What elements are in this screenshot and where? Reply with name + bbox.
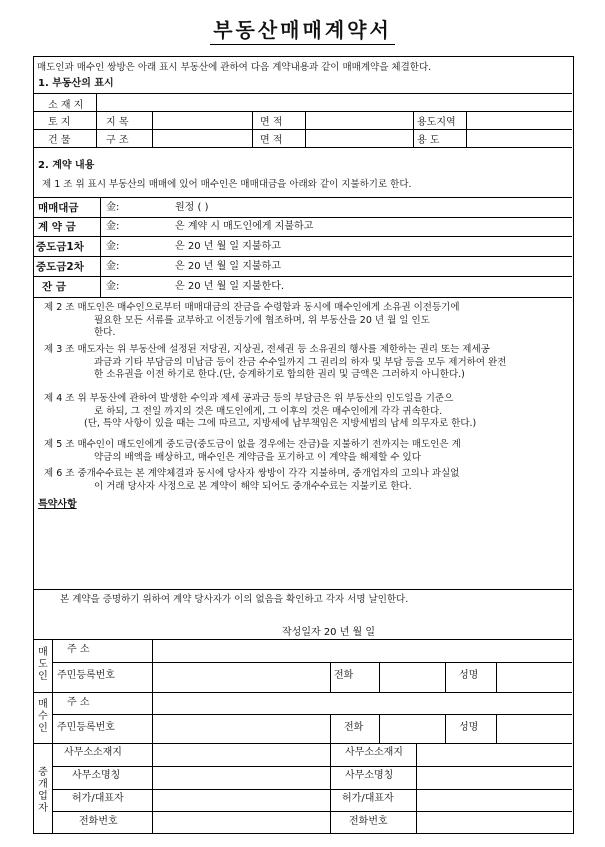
section2-heading: 2. 계약 내용	[38, 160, 95, 171]
title-underline	[210, 44, 395, 45]
contract-frame	[33, 56, 574, 834]
seller-phone-label: 전화	[334, 670, 354, 681]
divider	[330, 714, 331, 743]
divider	[52, 766, 572, 767]
article-6: 제 6 조 중개수수료는 본 계약체결과 동시에 당사자 쌍방이 각각 지불하며, 중개업자의 고의나 과실없 이 거래 당사자 사정으로 본 계약이 해약 되어도 중개수수료는 지불키로 한다.	[44, 468, 460, 492]
building-area-label: 면 적	[260, 135, 283, 146]
divider	[34, 147, 572, 148]
payment-label: 계 약 금	[38, 221, 76, 233]
building-label: 건 물	[48, 135, 71, 146]
divider	[34, 256, 572, 257]
buyer-phone-label: 전화	[344, 722, 364, 733]
divider	[52, 639, 53, 834]
date-line: 작성일자 20 년 월 일	[282, 627, 376, 638]
seller-id-label: 주민등록번호	[57, 670, 115, 681]
divider	[379, 662, 380, 692]
article-5: 제 5 조 매수인이 매도인에게 중도금(중도금이 없을 경우에는 잔금)을 지불하기 전까지는 매도인은 계 약금의 배액을 배상하고, 매수인은 계약금을 포기하고 이 계약을 해제할 수 있다	[44, 439, 461, 463]
divider	[34, 743, 572, 744]
payment-prefix: 金:	[106, 241, 120, 252]
payment-label: 중도금1차	[36, 241, 84, 253]
intro-text: 매도인과 매수인 쌍방은 아래 표시 부동산에 관하여 다음 계약내용과 같이 매매계약을 체결한다.	[37, 62, 432, 73]
divider	[34, 197, 572, 198]
divider	[445, 714, 446, 743]
agent-label: 중개업자	[38, 767, 48, 814]
divider	[52, 811, 572, 812]
land-type-label: 지 목	[106, 117, 129, 128]
payment-text: 은 계약 시 매도인에게 지불하고	[175, 221, 314, 232]
seller-address-label: 주 소	[67, 644, 90, 655]
payment-text: 원정 ( )	[175, 202, 209, 213]
payment-prefix: 金:	[106, 202, 120, 213]
article-4: 제 4 조 위 부동산에 관하여 발생한 수익과 제세 공과금 등의 부담금은 위 부동산의 인도일을 기준으 로 하되, 그 전일 까지의 것은 매도인에게, 그 이후의 것은 매수인에게 각각 귀속한다. (단, 특약 사항이 있을 때는 그에 따르고, 지방세에 납부책임은 지방세법의 납세 의무자로 한다.)	[44, 393, 477, 429]
section1-heading: 1. 부동산의 표시	[38, 78, 114, 89]
agent-office-name-label-2: 사무소명칭	[345, 770, 394, 781]
divider	[96, 93, 97, 147]
payment-prefix: 金:	[106, 261, 120, 272]
divider	[34, 589, 572, 590]
divider	[34, 639, 572, 640]
divider	[34, 297, 572, 298]
payment-text: 은 20 년 월 일 지불하고	[175, 261, 281, 272]
agent-phone-label-2: 전화번호	[349, 816, 388, 827]
divider	[34, 111, 572, 112]
divider	[34, 692, 572, 693]
signing-statement: 본 계약을 증명하기 위하여 계약 당사자가 이의 없음을 확인하고 각자 서명 날인한다.	[60, 594, 409, 605]
structure-label: 구 조	[106, 135, 129, 146]
agent-office-name-label: 사무소명칭	[72, 770, 121, 781]
document-title: 부동산매매계약서	[213, 18, 392, 42]
divider	[330, 662, 331, 692]
land-area-label: 면 적	[260, 117, 283, 128]
divider	[52, 789, 572, 790]
land-label: 토 지	[48, 117, 71, 128]
article-1: 제 1 조 위 표시 부동산의 매매에 있어 매수인은 매매대금을 아래와 같이 지불하기로 한다.	[42, 179, 412, 190]
divider	[100, 197, 101, 297]
agent-office-address-label: 사무소소재지	[64, 747, 122, 758]
divider	[379, 714, 380, 743]
use-label: 용 도	[417, 135, 440, 146]
payment-prefix: 金:	[106, 281, 120, 292]
agent-phone-label: 전화번호	[79, 816, 118, 827]
divider	[34, 276, 572, 277]
seller-label: 매도인	[38, 647, 48, 682]
divider	[52, 714, 572, 715]
agent-license-label: 허가/대표자	[72, 793, 124, 804]
buyer-name-label: 성명	[459, 722, 479, 733]
special-terms-heading: 특약사항	[38, 499, 77, 510]
divider	[445, 662, 446, 692]
payment-prefix: 金:	[106, 221, 120, 232]
buyer-label: 매수인	[38, 699, 48, 734]
buyer-address-label: 주 소	[67, 697, 90, 708]
payment-text: 은 20 년 월 일 지불하고	[175, 241, 281, 252]
divider	[496, 714, 497, 743]
divider	[496, 662, 497, 692]
payment-label: 잔 금	[42, 281, 66, 293]
payment-text: 은 20 년 월 일 지불한다.	[175, 281, 285, 292]
payment-label: 매매대금	[38, 202, 79, 214]
seller-name-label: 성명	[459, 670, 479, 681]
divider	[34, 217, 572, 218]
payment-label: 중도금2차	[36, 261, 84, 273]
divider	[34, 236, 572, 237]
divider	[34, 93, 572, 94]
zone-label: 용도지역	[417, 117, 456, 128]
buyer-id-label: 주민등록번호	[57, 722, 115, 733]
location-label: 소 재 지	[48, 100, 84, 111]
divider	[152, 639, 153, 834]
article-2: 제 2 조 매도인은 매수인으로부터 매매대금의 잔금을 수령함과 동시에 매수인에게 소유권 이전등기에 필요한 모든 서류를 교부하고 이전등기에 협조하며, 위 부동산을 20 년 월 일 인도 한다.	[44, 302, 460, 338]
article-3: 제 3 조 매도자는 위 부동산에 설정된 저당권, 지상권, 전세권 등 소유권의 행사를 제한하는 권리 또는 제세공 과금과 기타 부담금의 미납금 등이 잔금 수수일까지 그 권리의 하자 및 부담 등을 모두 제거하여 완전 한 소유권을 이전 하기로 한다.(단, 승계하기로 합의한 권리 및 금액은 그러하지 아니한다.)	[44, 344, 507, 380]
divider	[52, 662, 572, 663]
agent-office-address-label-2: 사무소소재지	[345, 747, 403, 758]
divider	[34, 129, 572, 130]
agent-license-label-2: 허가/대표자	[342, 793, 394, 804]
